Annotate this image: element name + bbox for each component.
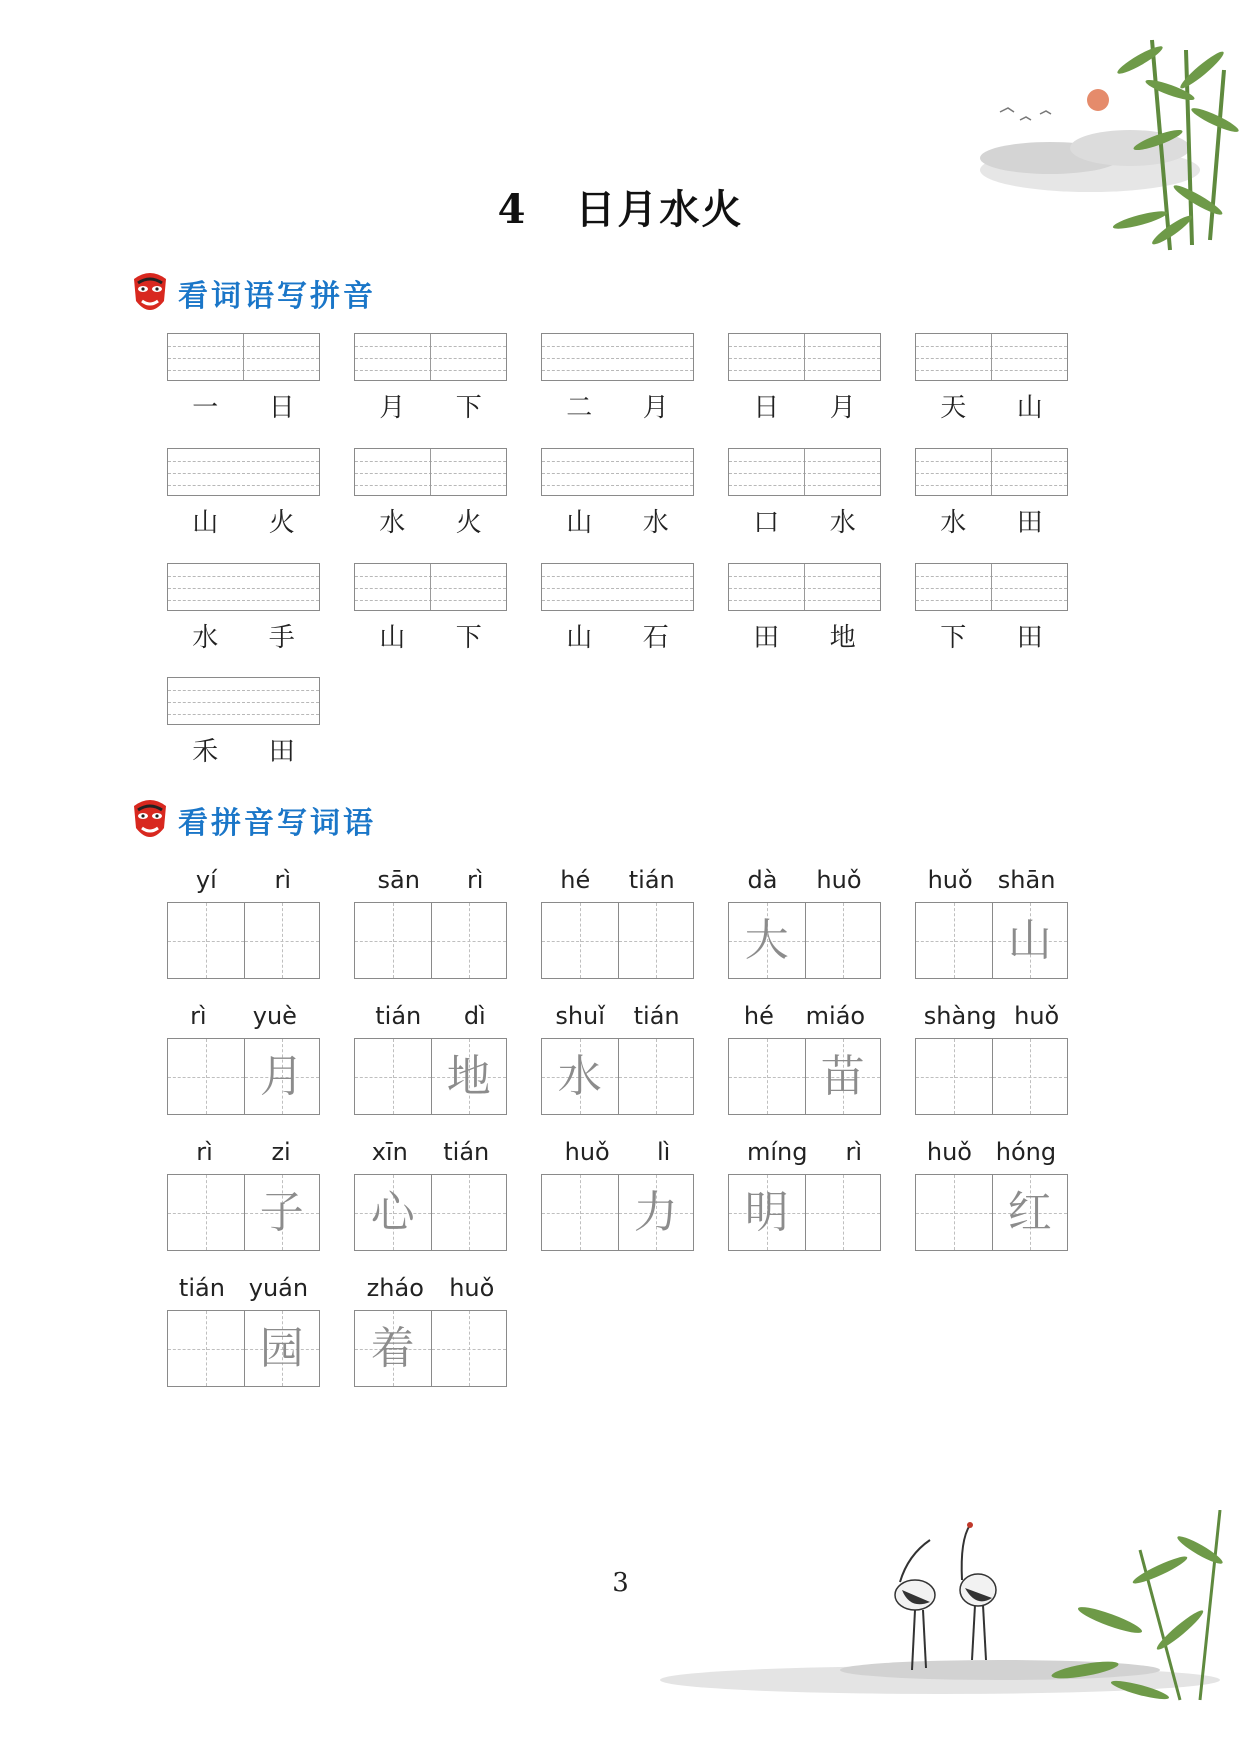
word-item: [728, 333, 881, 424]
pinyin-syllable: shàng: [923, 1002, 997, 1030]
word-item: [167, 677, 320, 768]
crane-landscape-decoration: [640, 1510, 1230, 1710]
character-grid[interactable]: [167, 1310, 320, 1387]
word-char: 下: [455, 623, 482, 653]
word-item: [354, 563, 507, 654]
character-grid[interactable]: [728, 1038, 881, 1115]
word-char: 水: [642, 508, 669, 538]
word-char: 田: [1016, 508, 1043, 538]
character-grid[interactable]: [354, 1310, 507, 1387]
character-grid[interactable]: [167, 902, 320, 979]
pinyin-item: [728, 1138, 881, 1251]
section-label: 看拼音写词语: [178, 806, 376, 841]
character-grid[interactable]: [915, 1038, 1068, 1115]
word-item: [915, 333, 1068, 424]
pinyin-item: [541, 1002, 694, 1115]
character-grid[interactable]: [167, 1038, 320, 1115]
pinyin-syllable: huǒ: [449, 1274, 495, 1302]
lesson-title: [0, 178, 1241, 235]
pinyin-syllable: dì: [463, 1002, 486, 1030]
pinyin-syllable: yuán: [248, 1274, 309, 1302]
pinyin-writing-lines[interactable]: [354, 563, 507, 611]
word-char: 日: [268, 393, 295, 423]
pinyin-syllable: tián: [375, 1002, 422, 1030]
pinyin-item: [354, 1138, 507, 1251]
word-char: 石: [642, 623, 669, 653]
character-grid[interactable]: [541, 1174, 694, 1251]
word-char: 二: [566, 393, 593, 423]
grid-cell[interactable]: [916, 903, 992, 978]
word-item: [541, 563, 694, 654]
pinyin-syllable: rì: [466, 866, 484, 894]
grid-cell[interactable]: [916, 1039, 992, 1114]
pinyin-writing-lines[interactable]: [915, 563, 1068, 611]
pinyin-item: [167, 1138, 320, 1251]
lesson-number: 4: [497, 186, 528, 233]
grid-cell[interactable]: [431, 1311, 507, 1386]
word-item: [167, 563, 320, 654]
pinyin-writing-lines[interactable]: [915, 448, 1068, 496]
trace-char: 红: [1007, 1186, 1052, 1238]
character-grid[interactable]: [728, 1174, 881, 1251]
pinyin-syllable: lì: [657, 1138, 671, 1166]
pinyin-item: [728, 866, 881, 979]
word-item: [354, 448, 507, 539]
word-char: 水: [192, 623, 219, 653]
pinyin-syllable: tián: [178, 1274, 225, 1302]
pinyin-item: [167, 866, 320, 979]
pinyin-item: [354, 1274, 507, 1387]
word-char: 月: [642, 393, 669, 423]
word-char: 一: [192, 393, 219, 423]
character-grid[interactable]: [354, 1038, 507, 1115]
pinyin-syllable: míng: [746, 1138, 808, 1166]
word-char: 口: [753, 508, 780, 538]
pinyin-writing-lines[interactable]: [167, 333, 320, 381]
grid-cell[interactable]: [542, 1175, 618, 1250]
pinyin-syllable: hé: [560, 866, 591, 894]
character-grid[interactable]: [354, 1174, 507, 1251]
grid-cell[interactable]: [355, 1039, 431, 1114]
section-label: 看词语写拼音: [178, 279, 376, 314]
grid-cell[interactable]: [168, 1311, 244, 1386]
pinyin-syllable: sān: [377, 866, 420, 894]
grid-cell[interactable]: [618, 903, 694, 978]
pinyin-syllable: dà: [747, 866, 778, 894]
pinyin-syllable: tián: [443, 1138, 490, 1166]
character-grid[interactable]: [728, 902, 881, 979]
pinyin-item: [354, 866, 507, 979]
section-header-words-to-pinyin: [130, 268, 376, 318]
pinyin-writing-lines[interactable]: [915, 333, 1068, 381]
character-grid[interactable]: [541, 1038, 694, 1115]
pinyin-syllable: xīn: [371, 1138, 408, 1166]
pinyin-item: [541, 1138, 694, 1251]
trace-char: 山: [1007, 914, 1052, 966]
word-item: [354, 333, 507, 424]
word-item: [541, 333, 694, 424]
grid-cell[interactable]: [916, 1175, 992, 1250]
pinyin-item: [541, 866, 694, 979]
pinyin-writing-lines[interactable]: [541, 448, 694, 496]
grid-cell[interactable]: [244, 1175, 320, 1250]
grid-cell[interactable]: [805, 1175, 881, 1250]
grid-cell[interactable]: [431, 1039, 507, 1114]
word-char: 禾: [192, 737, 219, 767]
word-char: 地: [829, 623, 856, 653]
word-char: 火: [268, 508, 295, 538]
pinyin-syllable: hé: [743, 1002, 774, 1030]
section-header-pinyin-to-words: [130, 795, 376, 845]
word-item: [915, 563, 1068, 654]
pinyin-syllable: huǒ: [564, 1138, 610, 1166]
trace-char: 心: [370, 1186, 415, 1238]
word-char: 手: [268, 623, 295, 653]
character-grid[interactable]: [541, 902, 694, 979]
grid-cell[interactable]: [431, 903, 507, 978]
word-item: [541, 448, 694, 539]
pinyin-syllable: shān: [997, 866, 1056, 894]
trace-char: 大: [744, 914, 789, 966]
word-char: 山: [1016, 393, 1043, 423]
grid-cell[interactable]: [355, 1175, 431, 1250]
grid-cell[interactable]: [168, 903, 244, 978]
pinyin-writing-lines[interactable]: [541, 563, 694, 611]
grid-cell[interactable]: [355, 1311, 431, 1386]
trace-char: 水: [557, 1050, 602, 1102]
grid-cell[interactable]: [168, 1175, 244, 1250]
grid-cell[interactable]: [431, 1175, 507, 1250]
page-number: 3: [612, 1568, 629, 1598]
word-char: 月: [829, 393, 856, 423]
word-char: 水: [940, 508, 967, 538]
pinyin-syllable: hóng: [995, 1138, 1057, 1166]
pinyin-writing-lines[interactable]: [728, 333, 881, 381]
grid-cell[interactable]: [992, 1039, 1068, 1114]
word-char: 山: [379, 623, 406, 653]
pinyin-syllable: shuǐ: [555, 1002, 605, 1030]
grid-cell[interactable]: [992, 1175, 1068, 1250]
pinyin-writing-lines[interactable]: [541, 333, 694, 381]
grid-cell[interactable]: [729, 1175, 805, 1250]
pinyin-item: [167, 1274, 320, 1387]
pinyin-item: [915, 866, 1068, 979]
pinyin-syllable: rì: [196, 1138, 213, 1166]
pinyin-syllable: huǒ: [926, 1138, 972, 1166]
pinyin-syllable: miáo: [805, 1002, 866, 1030]
pinyin-syllable: huǒ: [1014, 1002, 1060, 1030]
pinyin-syllable: zháo: [366, 1274, 424, 1302]
character-grid[interactable]: [915, 902, 1068, 979]
pinyin-syllable: huǒ: [927, 866, 973, 894]
trace-char: 明: [744, 1186, 789, 1238]
pinyin-writing-lines[interactable]: [354, 333, 507, 381]
word-item: [167, 333, 320, 424]
pinyin-writing-lines[interactable]: [354, 448, 507, 496]
grid-cell[interactable]: [618, 1175, 694, 1250]
trace-char: 子: [259, 1186, 304, 1238]
grid-cell[interactable]: [618, 1039, 694, 1114]
grid-cell[interactable]: [542, 1039, 618, 1114]
grid-cell[interactable]: [992, 903, 1068, 978]
word-item: [728, 448, 881, 539]
word-char: 日: [753, 393, 780, 423]
character-grid[interactable]: [915, 1174, 1068, 1251]
word-char: 水: [379, 508, 406, 538]
word-char: 下: [940, 623, 967, 653]
pinyin-syllable: rì: [274, 866, 292, 894]
pinyin-writing-lines[interactable]: [167, 563, 320, 611]
word-char: 田: [753, 623, 780, 653]
grid-cell[interactable]: [244, 1311, 320, 1386]
pinyin-writing-lines[interactable]: [728, 563, 881, 611]
trace-char: 苗: [820, 1050, 865, 1102]
pinyin-syllable: rì: [190, 1002, 207, 1030]
word-char: 天: [940, 393, 967, 423]
pinyin-writing-lines[interactable]: [167, 677, 320, 725]
word-char: 山: [566, 508, 593, 538]
trace-char: 地: [446, 1050, 491, 1102]
pinyin-item: [915, 1002, 1068, 1115]
grid-cell[interactable]: [729, 903, 805, 978]
pinyin-item: [728, 1002, 881, 1115]
word-char: 山: [566, 623, 593, 653]
word-char: 下: [455, 393, 482, 423]
grid-cell[interactable]: [805, 903, 881, 978]
word-char: 月: [379, 393, 406, 423]
grid-cell[interactable]: [355, 903, 431, 978]
pinyin-syllable: rì: [845, 1138, 862, 1166]
pinyin-syllable: yuè: [252, 1002, 297, 1030]
grid-cell[interactable]: [729, 1039, 805, 1114]
word-char: 田: [1016, 623, 1043, 653]
word-char: 火: [455, 508, 482, 538]
pinyin-item: [354, 1002, 507, 1115]
pinyin-syllable: tián: [628, 866, 675, 894]
grid-cell[interactable]: [244, 1039, 320, 1114]
word-char: 水: [829, 508, 856, 538]
word-char: 田: [268, 737, 295, 767]
word-item: [728, 563, 881, 654]
pinyin-syllable: tián: [633, 1002, 680, 1030]
lesson-name: 日月水火: [575, 186, 744, 233]
pinyin-syllable: huǒ: [816, 866, 862, 894]
trace-char: 着: [370, 1322, 415, 1374]
trace-char: 园: [259, 1322, 304, 1374]
pinyin-writing-lines[interactable]: [167, 448, 320, 496]
pinyin-syllable: zi: [271, 1138, 291, 1166]
grid-cell[interactable]: [805, 1039, 881, 1114]
opera-mask-icon: [130, 269, 170, 317]
trace-char: 月: [259, 1050, 304, 1102]
pinyin-writing-lines[interactable]: [728, 448, 881, 496]
pinyin-item: [915, 1138, 1068, 1251]
character-grid[interactable]: [167, 1174, 320, 1251]
character-grid[interactable]: [354, 902, 507, 979]
word-char: 山: [192, 508, 219, 538]
trace-char: 力: [633, 1186, 678, 1238]
pinyin-item: [167, 1002, 320, 1115]
word-item: [915, 448, 1068, 539]
pinyin-syllable: yí: [195, 866, 217, 894]
opera-mask-icon: [130, 796, 170, 844]
grid-cell[interactable]: [542, 903, 618, 978]
grid-cell[interactable]: [244, 903, 320, 978]
grid-cell[interactable]: [168, 1039, 244, 1114]
word-item: [167, 448, 320, 539]
